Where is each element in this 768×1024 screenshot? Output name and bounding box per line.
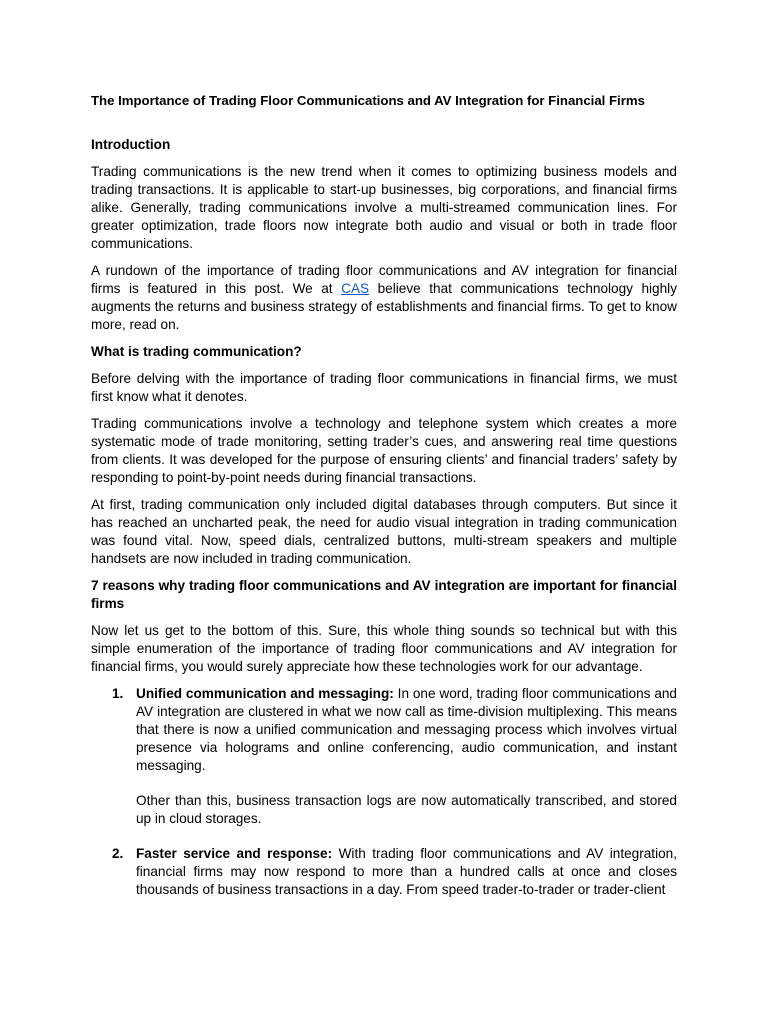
- reasons-heading: 7 reasons why trading floor communications and AV integration are important for financial firms: [91, 578, 677, 611]
- list-item-body: In one word, trading floor communications and AV integration are clustered in what we now call as time-division multiplexing. This means that there is now a unified communication and messaging process which involves virtual presence via holograms and online conferencing, audio communication, and instant messaging.: [136, 686, 677, 773]
- intro-paragraph-2: [91, 262, 677, 334]
- document-title: The Importance of Trading Floor Communications and AV Integration for Financial Firms: [91, 93, 645, 108]
- intro-paragraph-2-before: A rundown of the importance of trading floor communications and AV integration for financial firms is featured in this post. We at: [91, 263, 677, 296]
- list-item-number: 1.: [112, 686, 124, 701]
- intro-paragraph-2-after: believe that communications technology highly augments the returns and business strategy of establishments and financial firms. To get to know more, read on.: [91, 281, 677, 332]
- what-paragraph-3: At first, trading communication only included digital databases through computers. But since it has reached an uncharted peak, the need for audio visual integration in trading communication was found vital. Now, speed dials, centralized buttons, multi-stream speakers and multiple handsets are now included in trading communication.: [91, 497, 677, 566]
- what-paragraph-1: Before delving with the importance of trading floor communications in financial firms, we must first know what it denotes.: [91, 371, 677, 404]
- list-item: [91, 685, 677, 828]
- list-item-extra: Other than this, business transaction logs are now automatically transcribed, and stored up in cloud storages.: [136, 793, 677, 826]
- list-item-lead: Unified communication and messaging:: [136, 686, 394, 701]
- list-item-lead: Faster service and response:: [136, 846, 333, 861]
- what-paragraph-2: Trading communications involve a technology and telephone system which creates a more systematic mode of trade monitoring, setting trader’s cues, and answering real time questions from clients. It was developed for the purpose of ensuring clients’ and financial traders’ safety by responding to point-by-point needs during financial transactions.: [91, 416, 677, 485]
- intro-paragraph-1: Trading communications is the new trend when it comes to optimizing business models and trading transactions. It is applicable to start-up businesses, big corporations, and financial firms alike. Generally, trading communications involve a multi-streamed communication lines. For greater optimization, trade floors now integrate both audio and visual or both in trade floor communications.: [91, 164, 677, 251]
- list-item-text: [136, 685, 677, 775]
- list-item-number: 2.: [112, 846, 124, 861]
- what-heading: What is trading communication?: [91, 344, 302, 359]
- list-item: [91, 845, 677, 899]
- reasons-list: [91, 685, 677, 899]
- intro-heading: Introduction: [91, 137, 171, 152]
- document-page: [91, 92, 677, 908]
- reasons-intro: Now let us get to the bottom of this. Sure, this whole thing sounds so technical but with this simple enumeration of the importance of trading floor communications and AV integration for financial firms, you would surely appreciate how these technologies work for our advantage.: [91, 623, 677, 674]
- cas-link[interactable]: CAS: [341, 281, 370, 296]
- list-item-text: [136, 845, 677, 899]
- list-item-body: With trading floor communications and AV integration, financial firms may now respond to more than a hundred calls at once and closes thousands of business transactions in a day. From speed trader-to-trader or trader-client: [136, 846, 678, 897]
